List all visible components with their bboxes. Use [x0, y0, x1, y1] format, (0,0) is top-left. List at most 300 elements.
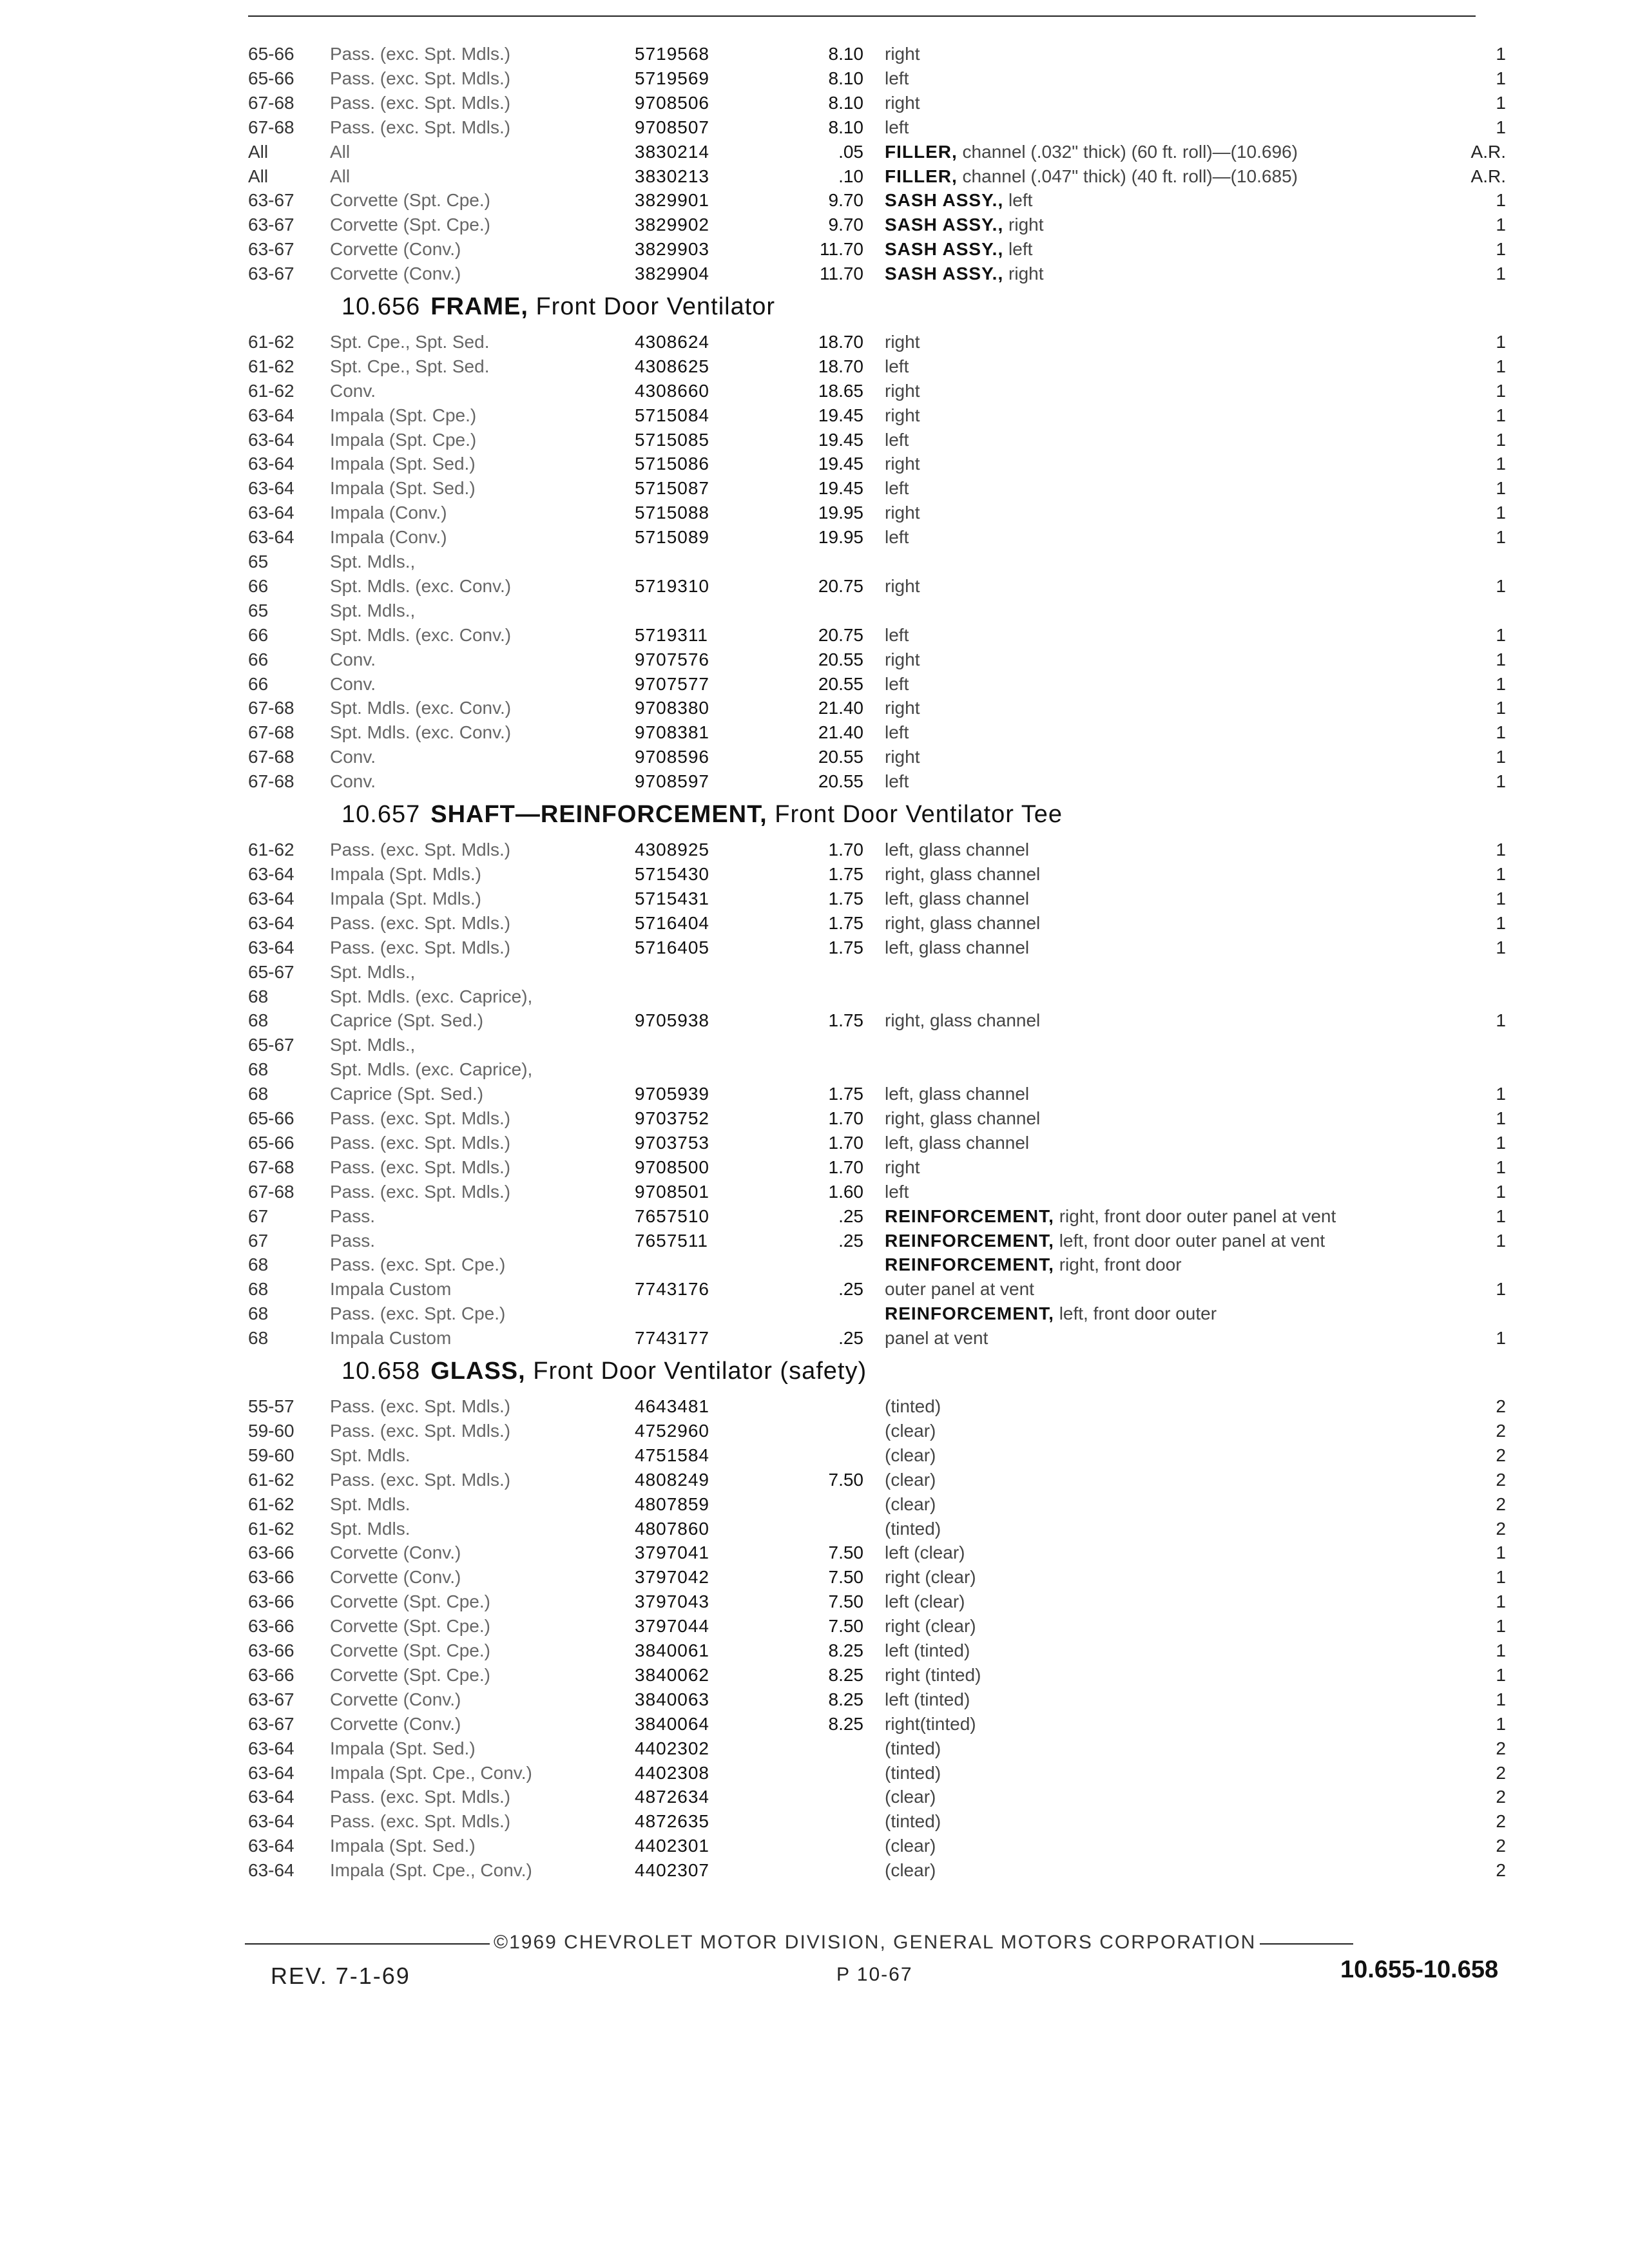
- list-item: [0, 91, 1629, 115]
- part-number: 4752960: [635, 1421, 710, 1441]
- price: .05: [838, 142, 863, 162]
- price: .25: [838, 1206, 863, 1226]
- model-description: Impala (Spt. Sed.): [330, 1836, 476, 1856]
- price: 11.70: [820, 239, 863, 259]
- price: .10: [838, 166, 863, 186]
- item-detail: channel (.032" thick) (60 ft. roll)—(10.696): [962, 142, 1298, 162]
- year-range: 63-64: [248, 1836, 294, 1856]
- year-range: 61-62: [248, 840, 294, 860]
- year-range: 67-68: [248, 698, 294, 718]
- quantity: 2: [1496, 1421, 1506, 1441]
- item-detail: right: [885, 454, 920, 474]
- year-range: 65-67: [248, 1035, 294, 1055]
- model-description: Corvette (Conv.): [330, 264, 461, 284]
- list-item: [0, 1566, 1629, 1589]
- part-number: 5716404: [635, 913, 710, 933]
- item-detail: outer panel at vent: [885, 1279, 1034, 1299]
- year-range: 63-64: [248, 937, 294, 957]
- year-range: 67-68: [248, 771, 294, 791]
- part-number: 4807859: [635, 1494, 710, 1514]
- model-description: Impala (Spt. Sed.): [330, 478, 476, 498]
- list-item: [0, 912, 1629, 935]
- item-description: [885, 1517, 941, 1541]
- year-range: All: [248, 142, 269, 162]
- item-description: [885, 1156, 920, 1179]
- model-description: Corvette (Conv.): [330, 1542, 461, 1562]
- item-detail: left (tinted): [885, 1689, 970, 1709]
- item-description: [885, 1859, 936, 1882]
- item-description: [885, 673, 909, 696]
- list-item: [0, 887, 1629, 910]
- price: 19.95: [818, 527, 863, 547]
- list-item: [0, 1278, 1629, 1301]
- item-description: [885, 1444, 936, 1467]
- item-description: [885, 1229, 1325, 1253]
- quantity: 1: [1496, 698, 1506, 718]
- model-description: Spt. Mdls.,: [330, 1035, 416, 1055]
- section-name: SHAFT—REINFORCEMENT,: [430, 801, 767, 829]
- part-number: 9705939: [635, 1084, 710, 1104]
- model-description: Conv.: [330, 747, 376, 767]
- model-description: Spt. Mdls.,: [330, 552, 416, 572]
- year-range: 63-67: [248, 239, 294, 259]
- list-item: [0, 575, 1629, 598]
- footer-section-range: 10.655-10.658: [1340, 1956, 1499, 1983]
- list-item: [0, 116, 1629, 139]
- part-number: 4308925: [635, 840, 710, 860]
- price: 1.75: [828, 889, 863, 908]
- quantity: 1: [1496, 332, 1506, 352]
- price: 19.45: [818, 405, 863, 425]
- item-description: [885, 1810, 941, 1833]
- price: 7.50: [828, 1567, 863, 1587]
- quantity: 1: [1496, 722, 1506, 742]
- quantity: 1: [1496, 1616, 1506, 1636]
- part-number: 5715430: [635, 864, 710, 884]
- model-description: Pass.: [330, 1231, 376, 1251]
- year-range: 63-64: [248, 430, 294, 450]
- year-range: 59-60: [248, 1445, 294, 1465]
- item-description: [885, 428, 909, 452]
- quantity: 1: [1496, 1010, 1506, 1030]
- price: .25: [838, 1328, 863, 1348]
- item-detail: right: [885, 405, 920, 425]
- price: 1.70: [828, 1157, 863, 1177]
- list-item: [0, 936, 1629, 959]
- item-detail: left: [885, 1182, 909, 1202]
- part-number: 5715084: [635, 405, 710, 425]
- part-number: 4808249: [635, 1470, 710, 1490]
- part-number: 4751584: [635, 1445, 710, 1465]
- part-number: 5719311: [635, 625, 708, 645]
- year-range: 61-62: [248, 332, 294, 352]
- quantity: 2: [1496, 1396, 1506, 1416]
- part-number: 4402302: [635, 1738, 710, 1758]
- part-number: 9707576: [635, 649, 710, 669]
- list-item: [0, 1058, 1629, 1081]
- part-number: 9708596: [635, 747, 710, 767]
- quantity: 1: [1496, 1640, 1506, 1660]
- model-description: Corvette (Conv.): [330, 1567, 461, 1587]
- quantity: 1: [1496, 1133, 1506, 1153]
- quantity: 1: [1496, 889, 1506, 908]
- price: 8.10: [828, 117, 863, 137]
- item-detail: right: [885, 649, 920, 669]
- item-description: [885, 624, 909, 647]
- item-detail: right (clear): [885, 1616, 976, 1636]
- item-description: [885, 526, 909, 549]
- item-description: [885, 67, 909, 90]
- part-number: 9703752: [635, 1108, 710, 1128]
- part-number: 3797043: [635, 1591, 710, 1611]
- list-item: [0, 1762, 1629, 1785]
- quantity: 2: [1496, 1738, 1506, 1758]
- year-range: 68: [248, 1279, 269, 1299]
- model-description: Spt. Mdls. (exc. Caprice),: [330, 1059, 533, 1079]
- year-range: 59-60: [248, 1421, 294, 1441]
- year-range: 63-64: [248, 454, 294, 474]
- list-item: [0, 404, 1629, 427]
- item-description: [885, 887, 1029, 910]
- quantity: 1: [1496, 454, 1506, 474]
- model-description: Impala (Spt. Mdls.): [330, 889, 481, 908]
- model-description: Impala (Spt. Sed.): [330, 1738, 476, 1758]
- item-description: [885, 1253, 1182, 1276]
- part-number: 7657511: [635, 1231, 708, 1251]
- list-item: [0, 1859, 1629, 1882]
- quantity: 1: [1496, 913, 1506, 933]
- list-item: [0, 331, 1629, 354]
- list-item: [0, 1205, 1629, 1228]
- section-subtitle: Front Door Ventilator: [535, 293, 776, 320]
- year-range: 63-64: [248, 913, 294, 933]
- item-description: [885, 1468, 936, 1492]
- item-description: [885, 355, 909, 378]
- list-item: [0, 477, 1629, 500]
- quantity: 1: [1496, 747, 1506, 767]
- quantity: 1: [1496, 93, 1506, 113]
- list-item: [0, 1615, 1629, 1638]
- price: 8.25: [828, 1640, 863, 1660]
- item-detail: right: [885, 503, 920, 523]
- quantity: 1: [1496, 649, 1506, 669]
- model-description: Pass. (exc. Spt. Mdls.): [330, 117, 511, 137]
- model-description: All: [330, 142, 351, 162]
- item-description: [885, 404, 920, 427]
- item-description: [885, 697, 920, 720]
- model-description: Pass. (exc. Spt. Mdls.): [330, 44, 511, 64]
- price: 8.10: [828, 44, 863, 64]
- price: 8.25: [828, 1714, 863, 1734]
- model-description: Corvette (Spt. Cpe.): [330, 215, 490, 235]
- item-detail: (clear): [885, 1787, 936, 1807]
- list-item: [0, 1468, 1629, 1492]
- item-detail: (clear): [885, 1445, 936, 1465]
- list-item: [0, 452, 1629, 476]
- price: .25: [838, 1279, 863, 1299]
- model-description: Impala (Spt. Cpe.): [330, 430, 477, 450]
- item-detail: left: [885, 478, 909, 498]
- quantity: 1: [1496, 478, 1506, 498]
- section-subtitle: Front Door Ventilator Tee: [775, 801, 1063, 829]
- year-range: 61-62: [248, 356, 294, 376]
- list-item: [0, 863, 1629, 886]
- part-number: 9708381: [635, 722, 710, 742]
- list-item: [0, 1395, 1629, 1418]
- price: 1.75: [828, 1084, 863, 1104]
- model-description: Corvette (Conv.): [330, 239, 461, 259]
- item-description: [885, 1180, 909, 1204]
- year-range: 65-66: [248, 1133, 294, 1153]
- year-range: 67-68: [248, 93, 294, 113]
- year-range: 66: [248, 625, 269, 645]
- price: 1.75: [828, 913, 863, 933]
- quantity: 1: [1496, 937, 1506, 957]
- quantity: 1: [1496, 864, 1506, 884]
- list-item: [0, 673, 1629, 696]
- price: 8.25: [828, 1689, 863, 1709]
- year-range: 63-64: [248, 1738, 294, 1758]
- item-description: [885, 863, 1040, 886]
- part-number: 5715085: [635, 430, 710, 450]
- list-item: [0, 1131, 1629, 1155]
- section-number: 10.658: [342, 1358, 421, 1385]
- price: 1.70: [828, 1133, 863, 1153]
- price: 19.45: [818, 478, 863, 498]
- section-number: 10.656: [342, 293, 421, 320]
- model-description: Spt. Mdls. (exc. Conv.): [330, 698, 512, 718]
- list-item: [0, 1419, 1629, 1443]
- model-description: Pass. (exc. Spt. Mdls.): [330, 913, 511, 933]
- list-item: [0, 1785, 1629, 1809]
- part-number: 9705938: [635, 1010, 710, 1030]
- list-item: [0, 380, 1629, 403]
- part-number: 3797044: [635, 1616, 710, 1636]
- price: 1.75: [828, 864, 863, 884]
- section-name: GLASS,: [430, 1358, 526, 1385]
- item-description: [885, 165, 1298, 188]
- item-detail: right (clear): [885, 1567, 976, 1587]
- item-description: [885, 1541, 965, 1564]
- year-range: 68: [248, 1084, 269, 1104]
- item-detail: left, glass channel: [885, 937, 1030, 957]
- item-description: [885, 745, 920, 769]
- price: 8.10: [828, 93, 863, 113]
- quantity: 2: [1496, 1519, 1506, 1539]
- price: 1.75: [828, 1010, 863, 1030]
- item-description: [885, 1009, 1040, 1032]
- part-number: 4308624: [635, 332, 710, 352]
- list-item: [0, 1493, 1629, 1516]
- year-range: 63-64: [248, 889, 294, 908]
- item-description: [885, 1395, 941, 1418]
- model-description: Pass.: [330, 1206, 376, 1226]
- quantity: 1: [1496, 840, 1506, 860]
- year-range: 68: [248, 1303, 269, 1323]
- item-detail: left: [1008, 190, 1033, 210]
- model-description: Pass. (exc. Spt. Cpe.): [330, 1254, 506, 1274]
- list-item: [0, 1107, 1629, 1130]
- year-range: 61-62: [248, 1470, 294, 1490]
- quantity: 1: [1496, 1567, 1506, 1587]
- item-detail: (tinted): [885, 1519, 941, 1539]
- model-description: Spt. Mdls. (exc. Conv.): [330, 625, 512, 645]
- part-number: 3797042: [635, 1567, 710, 1587]
- list-item: [0, 1229, 1629, 1253]
- model-description: Impala (Conv.): [330, 527, 447, 547]
- model-description: Spt. Mdls. (exc. Conv.): [330, 576, 512, 596]
- list-item: [0, 697, 1629, 720]
- price: 20.55: [818, 747, 863, 767]
- item-detail: left: [885, 722, 909, 742]
- part-number: 7657510: [635, 1206, 710, 1226]
- list-item: [0, 1810, 1629, 1833]
- list-item: [0, 1688, 1629, 1711]
- model-description: Pass. (exc. Spt. Mdls.): [330, 1811, 511, 1831]
- item-detail: left: [885, 674, 909, 694]
- part-number: 9708500: [635, 1157, 710, 1177]
- item-detail: right, front door: [1059, 1254, 1182, 1274]
- quantity: 1: [1496, 503, 1506, 523]
- model-description: Conv.: [330, 771, 376, 791]
- year-range: 63-67: [248, 1689, 294, 1709]
- part-number: 5715088: [635, 503, 710, 523]
- part-number: 9708507: [635, 117, 710, 137]
- list-item: [0, 213, 1629, 236]
- price: 9.70: [828, 190, 863, 210]
- list-item: [0, 526, 1629, 549]
- quantity: 1: [1496, 1591, 1506, 1611]
- price: 11.70: [820, 264, 863, 284]
- item-detail: right, glass channel: [885, 864, 1041, 884]
- quantity: 1: [1496, 1157, 1506, 1177]
- item-description: [885, 380, 920, 403]
- item-description: [885, 1131, 1029, 1155]
- part-number: 9708380: [635, 698, 710, 718]
- item-description: [885, 936, 1029, 959]
- part-number: 9703753: [635, 1133, 710, 1153]
- model-description: Pass. (exc. Spt. Mdls.): [330, 1470, 511, 1490]
- list-item: [0, 624, 1629, 647]
- quantity: 1: [1496, 1542, 1506, 1562]
- item-detail: left, glass channel: [885, 1133, 1030, 1153]
- model-description: Corvette (Spt. Cpe.): [330, 190, 490, 210]
- part-number: 3829901: [635, 190, 710, 210]
- part-number: 5716405: [635, 937, 710, 957]
- list-item: [0, 648, 1629, 671]
- item-detail: right: [885, 332, 920, 352]
- item-detail: left, glass channel: [885, 1084, 1030, 1104]
- part-number: 9708506: [635, 93, 710, 113]
- item-description: [885, 1082, 1029, 1106]
- item-description: [885, 213, 1044, 236]
- quantity: 2: [1496, 1836, 1506, 1856]
- part-number: 9708597: [635, 771, 710, 791]
- model-description: Pass. (exc. Spt. Cpe.): [330, 1303, 506, 1323]
- model-description: Impala Custom: [330, 1279, 452, 1299]
- list-item: [0, 1253, 1629, 1276]
- model-description: Spt. Mdls.: [330, 1494, 410, 1514]
- price: 7.50: [828, 1470, 863, 1490]
- item-description: [885, 238, 1032, 261]
- model-description: Corvette (Conv.): [330, 1689, 461, 1709]
- year-range: 63-64: [248, 478, 294, 498]
- year-range: 63-64: [248, 864, 294, 884]
- item-detail: left, front door outer panel at vent: [1059, 1231, 1325, 1251]
- item-description: [885, 1664, 981, 1687]
- item-name: REINFORCEMENT,: [885, 1206, 1054, 1226]
- list-item: [0, 43, 1629, 66]
- quantity: 1: [1496, 1328, 1506, 1348]
- model-description: Caprice (Spt. Sed.): [330, 1010, 484, 1030]
- year-range: 63-66: [248, 1591, 294, 1611]
- list-item: [0, 501, 1629, 524]
- year-range: 63-67: [248, 264, 294, 284]
- item-detail: right: [885, 93, 920, 113]
- model-description: Spt. Cpe., Spt. Sed.: [330, 356, 490, 376]
- item-detail: right(tinted): [885, 1714, 976, 1734]
- year-range: 63-64: [248, 527, 294, 547]
- price: 9.70: [828, 215, 863, 235]
- quantity: 1: [1496, 1108, 1506, 1128]
- section-subtitle: Front Door Ventilator (safety): [533, 1358, 867, 1385]
- list-item: [0, 1737, 1629, 1760]
- list-item: [0, 67, 1629, 90]
- item-detail: channel (.047" thick) (40 ft. roll)—(10.685): [962, 166, 1298, 186]
- model-description: Spt. Mdls.: [330, 1519, 410, 1539]
- item-description: [885, 1590, 965, 1613]
- list-item: [0, 428, 1629, 452]
- item-detail: right: [885, 44, 920, 64]
- year-range: 66: [248, 674, 269, 694]
- year-range: 63-66: [248, 1567, 294, 1587]
- item-detail: right: [885, 381, 920, 401]
- item-detail: left: [885, 625, 909, 645]
- price: 1.60: [828, 1182, 863, 1202]
- item-detail: (tinted): [885, 1396, 941, 1416]
- list-item: [0, 140, 1629, 164]
- price: 20.55: [818, 649, 863, 669]
- model-description: Impala (Spt. Cpe., Conv.): [330, 1763, 532, 1783]
- item-description: [885, 770, 909, 793]
- quantity: 1: [1496, 1279, 1506, 1299]
- model-description: Pass. (exc. Spt. Mdls.): [330, 1787, 511, 1807]
- price: 7.50: [828, 1591, 863, 1611]
- quantity: 1: [1496, 1084, 1506, 1104]
- quantity: 1: [1496, 68, 1506, 88]
- list-item: [0, 1327, 1629, 1350]
- year-range: 65: [248, 601, 269, 620]
- model-description: Corvette (Spt. Cpe.): [330, 1591, 490, 1611]
- part-number: 5715431: [635, 889, 710, 908]
- item-detail: right: [1008, 215, 1044, 235]
- part-number: 5715086: [635, 454, 710, 474]
- model-description: Conv.: [330, 649, 376, 669]
- year-range: 61-62: [248, 1519, 294, 1539]
- list-item: [0, 745, 1629, 769]
- list-item: [0, 1302, 1629, 1325]
- year-range: 63-64: [248, 1763, 294, 1783]
- item-detail: (tinted): [885, 1763, 941, 1783]
- item-description: [885, 1639, 970, 1662]
- item-name: REINFORCEMENT,: [885, 1231, 1054, 1251]
- year-range: 65-66: [248, 1108, 294, 1128]
- item-description: [885, 1713, 976, 1736]
- item-description: [885, 189, 1032, 212]
- item-detail: left: [885, 527, 909, 547]
- item-detail: right, front door outer panel at vent: [1059, 1206, 1336, 1226]
- year-range: 63-64: [248, 405, 294, 425]
